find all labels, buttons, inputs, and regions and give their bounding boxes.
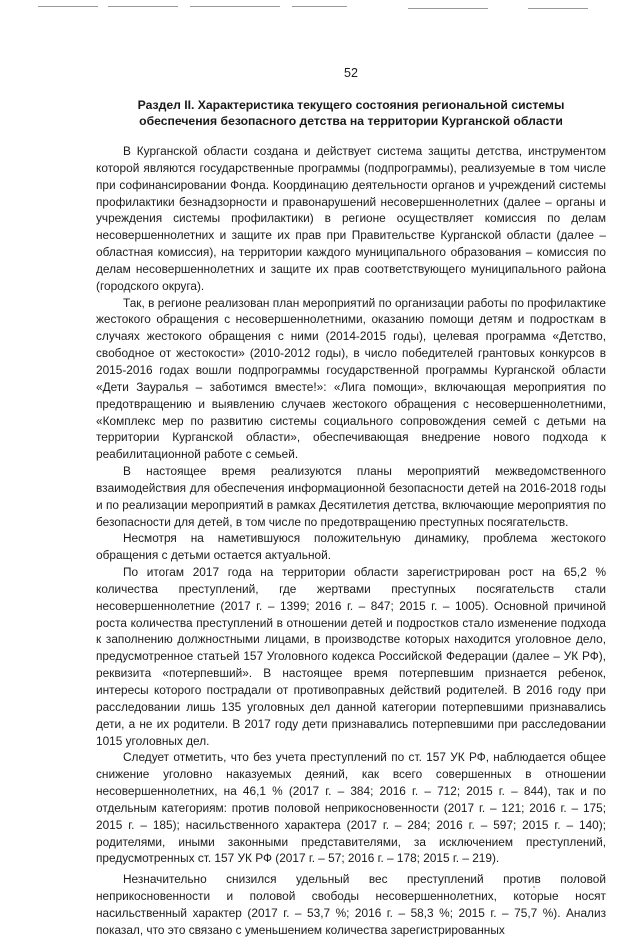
scan-artifact-strip (0, 0, 640, 14)
paragraph-share-decline: Незначительно снизился удельный вес преступлений против половой неприкосновенности и половой свободы несовершеннолетних, которые носят насильственный характер (2017 г. – 53,7 %; 2016 г. – 58,3 %; 2015 г. – 75,7 %). Анализ показал, что это связано с уменьшением количества зарегистрированных (96, 872, 606, 937)
section-title (96, 97, 606, 129)
paragraph-child-protection-system: В Курганской области создана и действует система защиты детства, инструментом которой являются государственные программы (подпрограммы), реализуемые в том числе при софинансировании Фонда. Координацию деятельности органов и учреждений системы профилактики безнадзорности и правонарушений несовершеннолетних (далее – органы и учреждения системы профилактики) в регионе осуществляет комиссия по делам несовершеннолетних и защите их прав при Правительстве Курганской области (далее – областная комиссия), на территории каждого муниципального образования – комиссия по делам несовершеннолетних и защите их прав соответствующего муниципального района (городского округа). (96, 144, 606, 293)
page-number: 52 (344, 66, 358, 80)
document-page (96, 66, 606, 939)
section-title-line-2: обеспечения безопасного детства на территории Курганской области (139, 114, 563, 128)
section-title-line-1: Раздел II. Характеристика текущего состояния региональной системы (137, 98, 565, 112)
paragraph-problem-relevance: Несмотря на наметившуюся положительную динамику, проблема жестокого обращения с детьми остается актуальной. (96, 531, 606, 563)
paragraph-current-plans: В настоящее время реализуются планы мероприятий межведомственного взаимодействия для обеспечения информационной безопасности детей на 2016-2018 годы и по реализации мероприятий в рамках Десятилетия детства, включающие мероприятия по безопасности для детей, в том числе по предотвращению преступных посягательств. (96, 464, 606, 529)
scan-speck (533, 886, 535, 888)
paragraph-crime-decline: Следует отметить, что без учета преступлений по ст. 157 УК РФ, наблюдается общее снижение уголовно наказуемых деяний, как всего совершенных в отношении несовершеннолетних, на 46,1 % (2017 г. – 384; 2016 г. – 712; 2015 г. – 844), так и по отдельным категориям: против половой неприкосновенности (2017 г. – 121; 2016 г. – 175; 2015 г. – 185); насильственного характера (2017 г. – 284; 2016 г. – 597; 2015 г. – 140); родителями, иными законными представителями, за исключением преступлений, предусмотренных ст. 157 УК РФ (2017 г. – 57; 2016 г. – 178; 2015 г. – 219). (96, 750, 606, 866)
paragraph-programs: Так, в регионе реализован план мероприятий по организации работы по профилактике жестокого обращения с несовершеннолетними, оказанию помощи детям и подросткам в случаях жестокого обращения с ними (2014-2015 годы), целевая программа «Детство, свободное от жестокости» (2010-2012 годы), в число победителей грантовых конкурсов в 2015-2016 годах вошли подпрограммы государственной программы Курганской области «Дети Зауралья – заботимся вместе!»: «Лига помощи», включающая мероприятия по предотвращению и выявлению случаев жестокого обращения с несовершеннолетними, «Комплекс мер по развитию системы социального сопровождения семей с детьми на территории Курганской области», обеспечивающая внедрение нового подхода к реабилитационной работе с семьей. (96, 295, 606, 462)
paragraph-2017-statistics: По итогам 2017 года на территории области зарегистрирован рост на 65,2 % количества преступлений, где жертвами преступных посягательств стали несовершеннолетние (2017 г. – 1399; 2016 г. – 847; 2015 г. – 1005). Основной причиной роста количества преступлений в отношении детей и подростков стало изменение подхода к заполнению должностными лицами, в производстве которых находится уголовное дело, предусмотренное статьей 157 Уголовного кодекса Российской Федерации (далее – УК РФ), реквизита «потерпевший». В настоящее время потерпевшим признается ребенок, интересы которого пострадали от противоправных действий родителей. В 2016 году при расследовании лишь 135 уголовных дел данной категории потерпевшими признавались дети, а не их родители. В 2017 году дети признавались потерпевшими при расследовании 1015 уголовных дел. (96, 565, 606, 748)
